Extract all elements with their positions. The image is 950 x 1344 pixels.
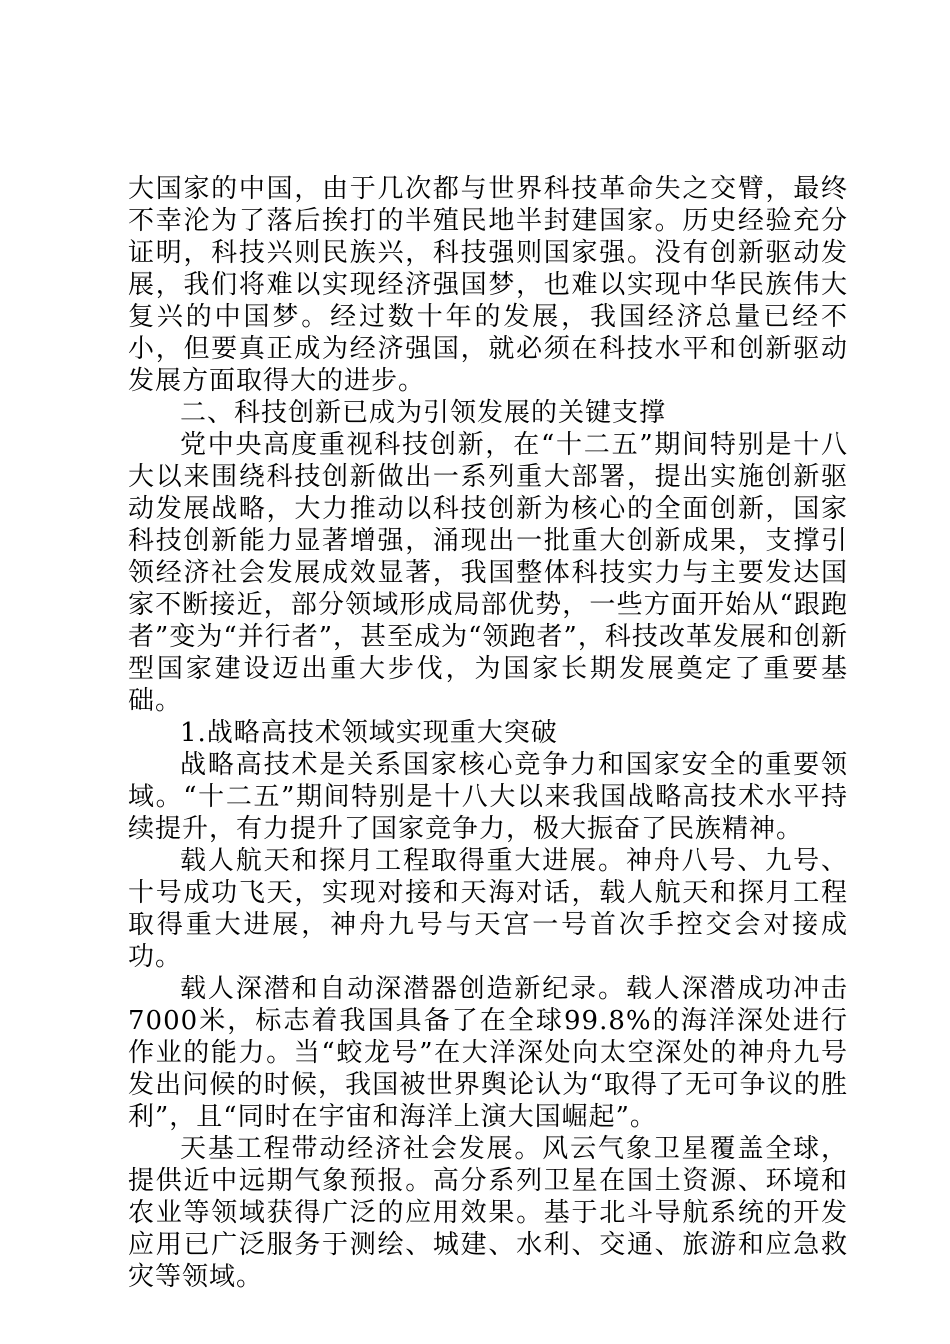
paragraph-history: 大国家的中国，由于几次都与世界科技革命失之交臂，最终不幸沦为了落后挨打的半殖民地半封建国家。历史经验充分证明，科技兴则民族兴，科技强则国家强。没有创新驱动发展，我们将难以实现经济强国梦，也难以实现中华民族伟大复兴的中国梦。经过数十年的发展，我国经济总量已经不小，但要真正成为经济强国，就必须在科技水平和创新驱动发展方面取得大的进步。	[128, 174, 848, 396]
paragraph-space-program: 载人航天和探月工程取得重大进展。神舟八号、九号、十号成功飞天，实现对接和天海对话，载人航天和探月工程取得重大进展，神舟九号与天宫一号首次手控交会对接成功。	[128, 846, 848, 972]
paragraph-central-committee: 党中央高度重视科技创新，在“十二五”期间特别是十八大以来围绕科技创新做出一系列重大部署，提出实施创新驱动发展战略，大力推动以科技创新为核心的全面创新，国家科技创新能力显著增强，涌现出一批重大创新成果，支撑引领经济社会发展成效显著，我国整体科技实力与主要发达国家不断接近，部分领域形成局部优势，一些方面开始从“跟跑者”变为“并行者”，甚至成为“领跑者”，科技改革发展和创新型国家建设迈出重大步伐，为国家长期发展奠定了重要基础。	[128, 430, 848, 716]
section-heading-2: 二、科技创新已成为引领发展的关键支撑	[180, 398, 667, 428]
document-body	[128, 173, 848, 1293]
paragraph-deep-sea: 载人深潜和自动深潜器创造新纪录。载人深潜成功冲击7000米，标志着我国具备了在全球99.8%的海洋深处进行作业的能力。当“蛟龙号”在大洋深处向太空深处的神舟九号发出问候的时候，我国被世界舆论认为“取得了无可争议的胜利”，且“同时在宇宙和海洋上演大国崛起”。	[128, 974, 848, 1132]
paragraph-satellites: 天基工程带动经济社会发展。风云气象卫星覆盖全球，提供近中远期气象预报。高分系列卫星在国土资源、环境和农业等领域获得广泛的应用效果。基于北斗导航系统的开发应用已广泛服务于测绘、城建、水利、交通、旅游和应急救灾等领域。	[128, 1134, 848, 1292]
paragraph-strategic-tech: 战略高技术是关系国家核心竞争力和国家安全的重要领域。“十二五”期间特别是十八大以来我国战略高技术水平持续提升，有力提升了国家竞争力，极大振奋了民族精神。	[128, 750, 848, 844]
subsection-heading-1: 1.战略高技术领域实现重大突破	[180, 718, 558, 748]
